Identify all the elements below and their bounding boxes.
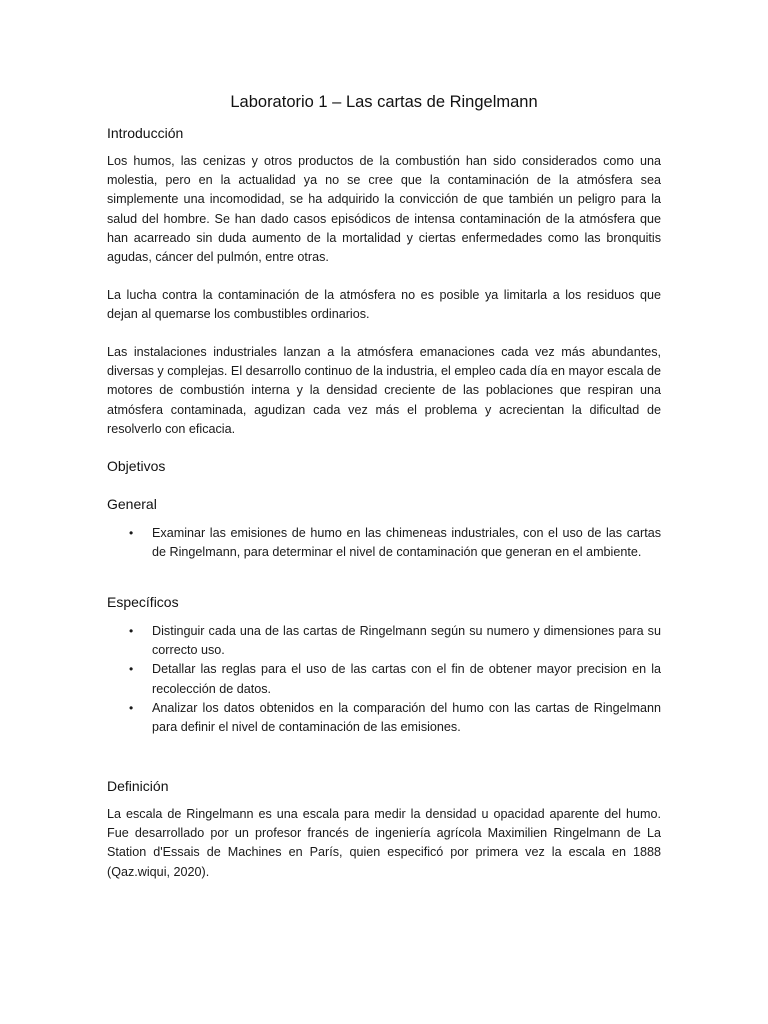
list-item bbox=[107, 622, 661, 660]
document-title: Laboratorio 1 – Las cartas de Ringelmann bbox=[230, 93, 538, 111]
general-objectives-list bbox=[107, 524, 661, 562]
list-item-text: Distinguir cada una de las cartas de Ringelmann según su numero y dimensiones para su correcto uso. bbox=[152, 624, 661, 658]
list-item bbox=[107, 699, 661, 737]
list-item bbox=[107, 660, 661, 698]
intro-paragraph-1: Los humos, las cenizas y otros productos de la combustión han sido considerados como una molestia, pero en la actualidad ya no se cree que la contaminación de la atmósfera sea simplemente una incomodidad, se ha adquirido la convicción de que también un peligro para la salud del hombre. Se han dado casos episódicos de intensa contaminación de la atmósfera que han acarreado sin duda aumento de la mortalidad y ciertas enfermedades como las bronquitis agudas, cáncer del pulmón, entre otras. bbox=[107, 154, 661, 265]
heading-objetivos: Objetivos bbox=[107, 458, 166, 474]
list-item-text: Examinar las emisiones de humo en las chimeneas industriales, con el uso de las cartas de Ringelmann, para determinar el nivel de contaminación que generan en el ambiente. bbox=[152, 526, 661, 560]
intro-paragraph-3: Las instalaciones industriales lanzan a la atmósfera emanaciones cada vez más abundantes, diversas y complejas. El desarrollo continuo de la industria, el empleo cada día en mayor escala de motores de combustión interna y la densidad creciente de las poblaciones que respiran una atmósfera contaminada, agudizan cada vez más el problema y acrecientan la dificultad de resolverlo con eficacia. bbox=[107, 345, 661, 436]
heading-general: General bbox=[107, 496, 157, 512]
list-item-text: Analizar los datos obtenidos en la comparación del humo con las cartas de Ringelmann para definir el nivel de contaminación de las emisiones. bbox=[152, 700, 661, 735]
specific-objectives-list bbox=[107, 622, 661, 737]
bullet-icon: • bbox=[129, 526, 134, 540]
definition-paragraph: La escala de Ringelmann es una escala para medir la densidad u opacidad aparente del humo. Fue desarrollado por un profesor francés de ingeniería agrícola Maximilien Ringelmann de La Station d'Essais de Machines en París, quien especificó por primera vez la escala en 1888 (Qaz.wiqui, 2020). bbox=[107, 807, 661, 879]
list-item bbox=[107, 524, 661, 562]
heading-introduccion: Introducción bbox=[107, 125, 184, 141]
bullet-icon: • bbox=[129, 700, 134, 715]
intro-paragraph-2: La lucha contra la contaminación de la atmósfera no es posible ya limitarla a los residuos que dejan al quemarse los combustibles ordinarios. bbox=[107, 288, 661, 322]
heading-especificos: Específicos bbox=[107, 594, 179, 610]
bullet-icon: • bbox=[129, 624, 134, 638]
bullet-icon: • bbox=[129, 662, 134, 677]
list-item-text: Detallar las reglas para el uso de las cartas con el fin de obtener mayor precision en la recolección de datos. bbox=[152, 662, 661, 696]
heading-definicion: Definición bbox=[107, 778, 169, 794]
